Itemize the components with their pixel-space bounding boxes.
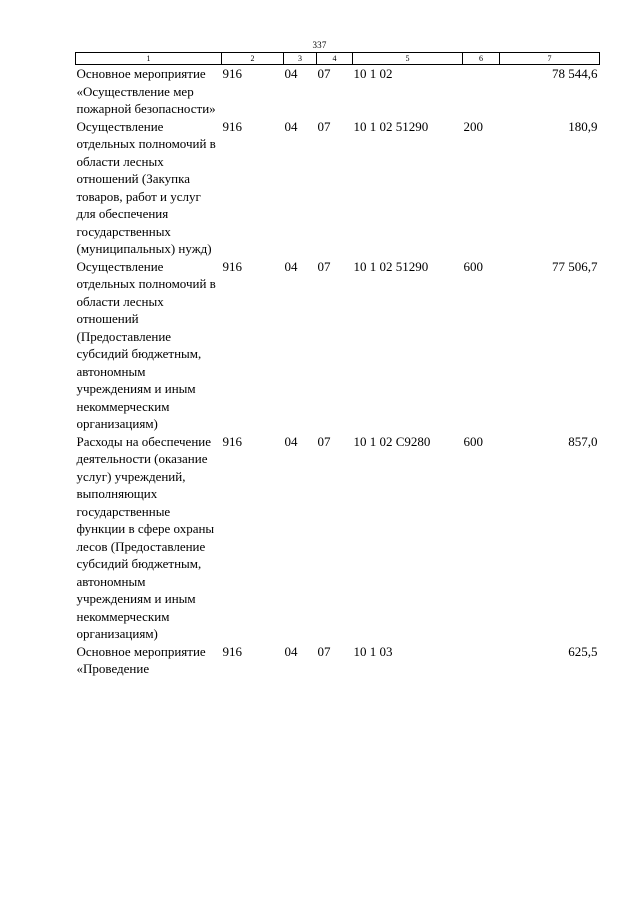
column-header: 5 (353, 53, 463, 65)
expense-name: Осуществление отдельных полномочий в области лесных отношений (Предоставление субсидий бюджетным, автономным учреждениям и иным некоммерческим организациям) (76, 258, 216, 431)
budget-table (75, 52, 600, 678)
column-header: 7 (500, 53, 600, 65)
amount: 78 544,6 (552, 66, 598, 81)
subsection-code: 07 (317, 433, 331, 449)
target-article-code: 10 1 02 (353, 66, 393, 81)
ministry-code: 916 (222, 258, 242, 274)
column-header: 2 (222, 53, 284, 65)
expense-name: Расходы на обеспечение деятельности (оказание услуг) учреждений, выполняющих государственные функции в сфере охраны лесов (Предоставление субсидий бюджетным, автономным учреждениям и иным некоммерческим организациям) (76, 433, 215, 641)
expense-type-code (463, 65, 500, 118)
expense-name: Основное мероприятие «Осуществление мер пожарной безопасности» (76, 66, 216, 116)
expense-type-code: 200 (463, 118, 483, 134)
column-header: 6 (463, 53, 500, 65)
expense-type-code: 600 (463, 433, 483, 449)
expense-name: Основное мероприятие «Проведение (76, 643, 206, 676)
section-code: 04 (284, 118, 298, 134)
amount: 180,9 (568, 118, 598, 134)
table-row (76, 65, 600, 118)
table-row (76, 118, 600, 258)
page-number: 337 (312, 40, 327, 50)
section-code: 04 (284, 66, 298, 81)
amount: 625,5 (568, 643, 598, 659)
column-header: 1 (76, 53, 222, 65)
table-row (76, 643, 600, 678)
section-code: 04 (284, 643, 298, 659)
amount: 77 506,7 (552, 258, 598, 274)
section-code: 04 (284, 258, 298, 274)
subsection-code: 07 (317, 643, 331, 659)
subsection-code: 07 (317, 258, 331, 274)
column-header: 3 (284, 53, 317, 65)
expense-name: Осуществление отдельных полномочий в области лесных отношений (Закупка товаров, работ и услуг для обеспечения государственных (муниципальных) нужд) (76, 118, 216, 256)
subsection-code: 07 (317, 66, 331, 81)
table-row (76, 258, 600, 433)
ministry-code: 916 (222, 643, 242, 659)
subsection-code: 07 (317, 118, 331, 134)
amount: 857,0 (568, 433, 598, 449)
table-header-row (76, 53, 600, 65)
target-article-code: 10 1 02 51290 (353, 118, 429, 134)
column-header: 4 (317, 53, 353, 65)
ministry-code: 916 (222, 66, 242, 81)
expense-type-code: 600 (463, 258, 483, 274)
target-article-code: 10 1 03 (353, 643, 393, 659)
target-article-code: 10 1 02 С9280 (353, 433, 431, 449)
ministry-code: 916 (222, 433, 242, 449)
ministry-code: 916 (222, 118, 242, 134)
expense-type-code (463, 643, 500, 678)
table-row (76, 433, 600, 643)
target-article-code: 10 1 02 51290 (353, 258, 429, 274)
section-code: 04 (284, 433, 298, 449)
